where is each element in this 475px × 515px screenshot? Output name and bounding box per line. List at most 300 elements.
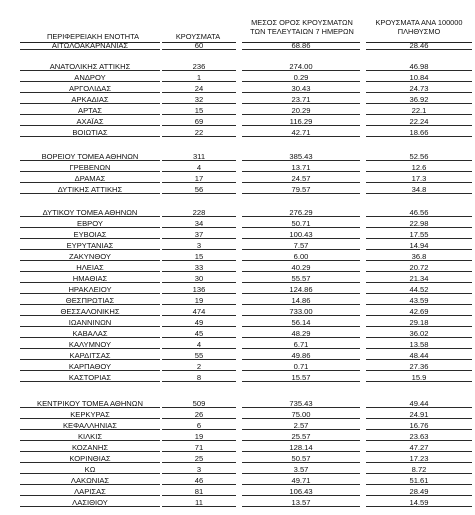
avg-7-days-cell: 25.57 bbox=[291, 432, 311, 441]
per-100000-cell: 15.9 bbox=[411, 373, 427, 382]
cell-underline bbox=[20, 92, 160, 93]
region-cell: ΕΥΡΥΤΑΝΙΑΣ bbox=[66, 241, 114, 250]
cases-cell: 1 bbox=[196, 73, 202, 82]
table-row bbox=[0, 476, 475, 485]
cell-underline bbox=[162, 193, 236, 194]
cell-underline bbox=[242, 216, 360, 217]
cell-underline bbox=[162, 418, 236, 419]
cell-underline bbox=[366, 103, 472, 104]
avg-7-days-cell: 75.00 bbox=[291, 410, 311, 419]
cell-underline bbox=[20, 337, 160, 338]
per-100000-cell: 36.92 bbox=[409, 95, 429, 104]
cell-underline bbox=[242, 484, 360, 485]
cell-underline bbox=[162, 70, 236, 71]
cell-underline bbox=[242, 495, 360, 496]
region-cell: ΕΥΒΟΙΑΣ bbox=[73, 230, 107, 239]
cell-underline bbox=[242, 381, 360, 382]
region-cell: ΗΡΑΚΛΕΙΟΥ bbox=[68, 285, 112, 294]
cell-underline bbox=[162, 249, 236, 250]
cell-underline bbox=[242, 249, 360, 250]
cell-underline bbox=[20, 70, 160, 71]
cell-underline bbox=[242, 326, 360, 327]
avg-7-days-cell: 100.43 bbox=[289, 230, 313, 239]
cell-underline bbox=[242, 462, 360, 463]
cell-underline bbox=[162, 440, 236, 441]
cell-underline bbox=[162, 359, 236, 360]
cases-cell: 8 bbox=[196, 373, 202, 382]
cell-underline bbox=[242, 70, 360, 71]
cell-underline bbox=[162, 484, 236, 485]
cell-underline bbox=[366, 506, 472, 507]
cell-underline bbox=[366, 315, 472, 316]
cell-underline bbox=[366, 125, 472, 126]
table-row bbox=[0, 106, 475, 115]
cell-underline bbox=[242, 114, 360, 115]
cell-underline bbox=[366, 495, 472, 496]
per-100000-cell: 18.66 bbox=[409, 128, 429, 137]
cell-underline bbox=[366, 451, 472, 452]
region-cell: ΛΑΚΩΝΙΑΣ bbox=[70, 476, 110, 485]
header-per-line1: ΚΡΟΥΣΜΑΤΑ ΑΝΑ 100000 bbox=[375, 18, 463, 27]
table-row bbox=[0, 73, 475, 82]
cases-cell: 509 bbox=[192, 399, 206, 408]
table-row bbox=[0, 128, 475, 137]
avg-7-days-cell: 13.57 bbox=[291, 498, 311, 507]
cases-cell: 11 bbox=[195, 498, 203, 507]
cell-underline bbox=[242, 103, 360, 104]
cell-underline bbox=[20, 114, 160, 115]
avg-7-days-cell: 24.57 bbox=[291, 174, 311, 183]
cell-underline bbox=[242, 193, 360, 194]
cell-underline bbox=[366, 484, 472, 485]
cell-underline bbox=[20, 282, 160, 283]
header-cases: ΚΡΟΥΣΜΑΤΑ bbox=[175, 32, 221, 41]
cell-underline bbox=[20, 451, 160, 452]
cell-underline bbox=[242, 407, 360, 408]
cell-underline bbox=[162, 315, 236, 316]
per-100000-cell: 22.1 bbox=[411, 106, 427, 115]
table-row bbox=[0, 443, 475, 452]
cell-underline bbox=[242, 125, 360, 126]
per-100000-cell: 52.56 bbox=[409, 152, 429, 161]
per-100000-cell: 44.52 bbox=[409, 285, 429, 294]
per-100000-cell: 16.76 bbox=[409, 421, 429, 430]
cell-underline bbox=[162, 293, 236, 294]
cell-underline bbox=[242, 348, 360, 349]
cell-underline bbox=[162, 260, 236, 261]
cell-underline bbox=[366, 70, 472, 71]
cell-underline bbox=[20, 171, 160, 172]
cell-underline bbox=[162, 407, 236, 408]
per-100000-cell: 27.36 bbox=[409, 362, 429, 371]
header-avg-7-days bbox=[242, 18, 362, 36]
region-cell: ΔΥΤΙΚΗΣ ΑΤΤΙΚΗΣ bbox=[57, 185, 123, 194]
cases-cell: 26 bbox=[194, 410, 204, 419]
table-row bbox=[0, 465, 475, 474]
cell-underline bbox=[162, 304, 236, 305]
table-row bbox=[0, 62, 475, 71]
avg-7-days-cell: 0.71 bbox=[293, 362, 309, 371]
table-row bbox=[0, 252, 475, 261]
region-cell: ΚΑΡΠΑΘΟΥ bbox=[68, 362, 112, 371]
cases-cell: 311 bbox=[192, 152, 206, 161]
avg-7-days-cell: 49.86 bbox=[291, 351, 311, 360]
region-cell: ΚΩ bbox=[84, 465, 96, 474]
region-cell: ΚΟΖΑΝΗΣ bbox=[71, 443, 109, 452]
per-100000-cell: 14.94 bbox=[409, 241, 429, 250]
cell-underline bbox=[366, 193, 472, 194]
table-row bbox=[0, 410, 475, 419]
cell-underline bbox=[242, 282, 360, 283]
cell-underline bbox=[242, 182, 360, 183]
table-row bbox=[0, 421, 475, 430]
per-100000-cell: 14.59 bbox=[409, 498, 429, 507]
per-100000-cell: 49.44 bbox=[409, 399, 429, 408]
table-row bbox=[0, 208, 475, 217]
cell-underline bbox=[162, 381, 236, 382]
cell-underline bbox=[242, 451, 360, 452]
table-row bbox=[0, 318, 475, 327]
avg-7-days-cell: 50.57 bbox=[291, 454, 311, 463]
cases-cell: 37 bbox=[194, 230, 204, 239]
cell-underline bbox=[366, 238, 472, 239]
table-row bbox=[0, 432, 475, 441]
avg-7-days-cell: 30.43 bbox=[291, 84, 311, 93]
cell-underline bbox=[20, 506, 160, 507]
avg-7-days-cell: 79.57 bbox=[291, 185, 311, 194]
cell-underline bbox=[162, 227, 236, 228]
cell-underline bbox=[366, 326, 472, 327]
cell-underline bbox=[242, 370, 360, 371]
per-100000-cell: 22.98 bbox=[409, 219, 429, 228]
region-cell: ΑΙΤΩΛΟΑΚΑΡΝΑΝΙΑΣ bbox=[51, 41, 129, 50]
cases-cell: 136 bbox=[192, 285, 206, 294]
cases-cell: 474 bbox=[192, 307, 206, 316]
avg-7-days-cell: 733.00 bbox=[289, 307, 313, 316]
cell-underline bbox=[20, 271, 160, 272]
avg-7-days-cell: 56.14 bbox=[291, 318, 311, 327]
cases-cell: 46 bbox=[194, 476, 204, 485]
region-cell: ΗΜΑΘΙΑΣ bbox=[72, 274, 108, 283]
cases-cell: 228 bbox=[192, 208, 206, 217]
region-cell: ΘΕΣΠΡΩΤΙΑΣ bbox=[65, 296, 115, 305]
avg-7-days-cell: 42.71 bbox=[291, 128, 311, 137]
table-row bbox=[0, 95, 475, 104]
cell-underline bbox=[20, 136, 160, 137]
cases-cell: 22 bbox=[194, 128, 204, 137]
cases-cell: 236 bbox=[192, 62, 206, 71]
cell-underline bbox=[366, 271, 472, 272]
cases-cell: 4 bbox=[196, 163, 202, 172]
per-100000-cell: 10.84 bbox=[409, 73, 429, 82]
cell-underline bbox=[162, 114, 236, 115]
avg-7-days-cell: 40.29 bbox=[291, 263, 311, 272]
cell-underline bbox=[162, 125, 236, 126]
table-row bbox=[0, 399, 475, 408]
cell-underline bbox=[242, 260, 360, 261]
header-avg-line2: ΤΩΝ ΤΕΛΕΥΤΑΙΩΝ 7 ΗΜΕΡΩΝ bbox=[250, 27, 354, 36]
cell-underline bbox=[242, 171, 360, 172]
cell-underline bbox=[366, 216, 472, 217]
cases-cell: 32 bbox=[194, 95, 204, 104]
table-row bbox=[0, 185, 475, 194]
table-row bbox=[0, 84, 475, 93]
cell-underline bbox=[20, 359, 160, 360]
cell-underline bbox=[366, 260, 472, 261]
cell-underline bbox=[242, 473, 360, 474]
table-row bbox=[0, 329, 475, 338]
table-row bbox=[0, 362, 475, 371]
cell-underline bbox=[366, 429, 472, 430]
cell-underline bbox=[162, 271, 236, 272]
region-cell: ΓΡΕΒΕΝΩΝ bbox=[69, 163, 111, 172]
region-cell: ΕΒΡΟΥ bbox=[77, 219, 103, 228]
cell-underline bbox=[242, 359, 360, 360]
table-row bbox=[0, 373, 475, 382]
region-cell: ΙΩΑΝΝΙΝΩΝ bbox=[68, 318, 112, 327]
region-cell: ΚΕΦΑΛΛΗΝΙΑΣ bbox=[62, 421, 118, 430]
cell-underline bbox=[366, 418, 472, 419]
region-cell: ΘΕΣΣΑΛΟΝΙΚΗΣ bbox=[60, 307, 120, 316]
avg-7-days-cell: 385.43 bbox=[289, 152, 313, 161]
per-100000-cell: 12.6 bbox=[411, 163, 427, 172]
region-cell: ΔΡΑΜΑΣ bbox=[74, 174, 106, 183]
header-region: ΠΕΡΙΦΕΡΕΙΑΚΗ ΕΝΟΤΗΤΑ bbox=[47, 32, 139, 41]
avg-7-days-cell: 49.71 bbox=[291, 476, 311, 485]
cell-underline bbox=[366, 381, 472, 382]
cell-underline bbox=[366, 171, 472, 172]
avg-7-days-cell: 20.29 bbox=[291, 106, 311, 115]
per-100000-cell: 23.63 bbox=[409, 432, 429, 441]
per-100000-cell: 42.69 bbox=[409, 307, 429, 316]
cell-underline bbox=[162, 506, 236, 507]
cell-underline bbox=[366, 81, 472, 82]
region-cell: ΑΝΔΡΟΥ bbox=[74, 73, 106, 82]
cell-underline bbox=[20, 440, 160, 441]
per-100000-cell: 17.3 bbox=[411, 174, 427, 183]
cell-underline bbox=[20, 81, 160, 82]
cases-cell: 45 bbox=[194, 329, 204, 338]
avg-7-days-cell: 116.29 bbox=[289, 117, 313, 126]
cell-underline bbox=[20, 160, 160, 161]
cell-underline bbox=[242, 160, 360, 161]
cell-underline bbox=[366, 160, 472, 161]
cell-underline bbox=[242, 429, 360, 430]
per-100000-cell: 34.8 bbox=[411, 185, 427, 194]
per-100000-cell: 36.8 bbox=[411, 252, 427, 261]
cases-cell: 56 bbox=[194, 185, 204, 194]
table-row bbox=[0, 163, 475, 172]
cell-underline bbox=[20, 125, 160, 126]
cell-underline bbox=[242, 92, 360, 93]
region-cell: ΑΡΓΟΛΙΔΑΣ bbox=[68, 84, 112, 93]
cell-underline bbox=[20, 103, 160, 104]
cell-underline bbox=[20, 473, 160, 474]
avg-7-days-cell: 55.57 bbox=[291, 274, 311, 283]
cell-underline bbox=[20, 249, 160, 250]
cell-underline bbox=[366, 182, 472, 183]
cell-underline bbox=[366, 136, 472, 137]
cell-underline bbox=[20, 293, 160, 294]
cell-underline bbox=[162, 182, 236, 183]
table-row bbox=[0, 230, 475, 239]
avg-7-days-cell: 3.57 bbox=[293, 465, 309, 474]
region-cell: ΚΟΡΙΝΘΙΑΣ bbox=[69, 454, 111, 463]
per-100000-cell: 13.58 bbox=[409, 340, 429, 349]
table-row bbox=[0, 263, 475, 272]
cases-cell: 15 bbox=[194, 106, 204, 115]
cell-underline bbox=[366, 92, 472, 93]
cell-underline bbox=[162, 238, 236, 239]
cell-underline bbox=[366, 370, 472, 371]
avg-7-days-cell: 735.43 bbox=[289, 399, 313, 408]
cell-underline bbox=[162, 81, 236, 82]
cases-cell: 81 bbox=[194, 487, 204, 496]
cell-underline bbox=[20, 227, 160, 228]
avg-7-days-cell: 128.14 bbox=[289, 443, 313, 452]
per-100000-cell: 24.91 bbox=[409, 410, 429, 419]
cell-underline bbox=[162, 103, 236, 104]
cell-underline bbox=[20, 484, 160, 485]
region-cell: ΚΑΣΤΟΡΙΑΣ bbox=[68, 373, 112, 382]
cell-underline bbox=[20, 49, 160, 50]
avg-7-days-cell: 274.00 bbox=[289, 62, 313, 71]
per-100000-cell: 28.49 bbox=[409, 487, 429, 496]
region-cell: ΑΧΑΪΑΣ bbox=[76, 117, 104, 126]
cell-underline bbox=[162, 495, 236, 496]
table-row bbox=[0, 340, 475, 349]
region-cell: ΚΕΡΚΥΡΑΣ bbox=[70, 410, 110, 419]
cell-underline bbox=[20, 495, 160, 496]
avg-7-days-cell: 23.71 bbox=[291, 95, 311, 104]
cell-underline bbox=[366, 462, 472, 463]
per-100000-cell: 28.46 bbox=[409, 41, 429, 50]
cell-underline bbox=[162, 337, 236, 338]
avg-7-days-cell: 68.86 bbox=[291, 41, 311, 50]
cell-underline bbox=[366, 293, 472, 294]
cell-underline bbox=[366, 440, 472, 441]
region-cell: ΚΙΛΚΙΣ bbox=[77, 432, 103, 441]
cell-underline bbox=[366, 49, 472, 50]
cell-underline bbox=[242, 418, 360, 419]
cases-cell: 55 bbox=[194, 351, 204, 360]
cases-cell: 34 bbox=[194, 219, 204, 228]
cell-underline bbox=[242, 238, 360, 239]
table-row bbox=[0, 174, 475, 183]
region-cell: ΖΑΚΥΝΘΟΥ bbox=[69, 252, 111, 261]
cell-underline bbox=[242, 315, 360, 316]
per-100000-cell: 51.61 bbox=[409, 476, 429, 485]
cell-underline bbox=[20, 260, 160, 261]
cell-underline bbox=[20, 193, 160, 194]
cell-underline bbox=[242, 136, 360, 137]
cell-underline bbox=[366, 282, 472, 283]
cases-cell: 19 bbox=[194, 296, 204, 305]
cell-underline bbox=[20, 326, 160, 327]
per-100000-cell: 29.18 bbox=[409, 318, 429, 327]
header-avg-line1: ΜΕΣΟΣ ΟΡΟΣ ΚΡΟΥΣΜΑΤΩΝ bbox=[251, 18, 353, 27]
cell-underline bbox=[20, 216, 160, 217]
avg-7-days-cell: 7.57 bbox=[293, 241, 309, 250]
cell-underline bbox=[242, 227, 360, 228]
per-100000-cell: 46.98 bbox=[409, 62, 429, 71]
table-row bbox=[0, 498, 475, 507]
table-row bbox=[0, 296, 475, 305]
cell-underline bbox=[20, 304, 160, 305]
cell-underline bbox=[162, 370, 236, 371]
region-cell: ΚΑΡΔΙΤΣΑΣ bbox=[69, 351, 111, 360]
avg-7-days-cell: 48.29 bbox=[291, 329, 311, 338]
cell-underline bbox=[162, 136, 236, 137]
cell-underline bbox=[162, 473, 236, 474]
region-cell: ΚΑΛΥΜΝΟΥ bbox=[68, 340, 112, 349]
cases-cell: 3 bbox=[196, 241, 202, 250]
cases-cell: 24 bbox=[194, 84, 204, 93]
cases-cell: 4 bbox=[196, 340, 202, 349]
region-cell: ΔΥΤΙΚΟΥ ΤΟΜΕΑ ΑΘΗΝΩΝ bbox=[42, 208, 138, 217]
cell-underline bbox=[162, 160, 236, 161]
cell-underline bbox=[366, 249, 472, 250]
cell-underline bbox=[162, 216, 236, 217]
cell-underline bbox=[20, 315, 160, 316]
region-cell: ΛΑΣΙΘΙΟΥ bbox=[72, 498, 108, 507]
cell-underline bbox=[162, 92, 236, 93]
cell-underline bbox=[20, 238, 160, 239]
cell-underline bbox=[242, 81, 360, 82]
table-row bbox=[0, 285, 475, 294]
region-cell: ΚΑΒΑΛΑΣ bbox=[72, 329, 108, 338]
table-row bbox=[0, 454, 475, 463]
table-row bbox=[0, 487, 475, 496]
cell-underline bbox=[242, 304, 360, 305]
cell-underline bbox=[366, 114, 472, 115]
cell-underline bbox=[162, 326, 236, 327]
region-cell: ΑΝΑΤΟΛΙΚΗΣ ΑΤΤΙΚΗΣ bbox=[49, 62, 131, 71]
cases-cell: 19 bbox=[194, 432, 204, 441]
region-cell: ΒΟΙΩΤΙΑΣ bbox=[72, 128, 108, 137]
cell-underline bbox=[162, 451, 236, 452]
region-cell: ΒΟΡΕΙΟΥ ΤΟΜΕΑ ΑΘΗΝΩΝ bbox=[41, 152, 139, 161]
cases-cell: 33 bbox=[194, 263, 204, 272]
cell-underline bbox=[20, 182, 160, 183]
cell-underline bbox=[366, 348, 472, 349]
cell-underline bbox=[366, 473, 472, 474]
region-cell: ΗΛΕΙΑΣ bbox=[76, 263, 104, 272]
per-100000-cell: 46.56 bbox=[409, 208, 429, 217]
cases-cell: 49 bbox=[194, 318, 204, 327]
cases-cell: 71 bbox=[194, 443, 204, 452]
avg-7-days-cell: 6.71 bbox=[293, 340, 309, 349]
cases-cell: 69 bbox=[194, 117, 204, 126]
per-100000-cell: 8.72 bbox=[411, 465, 427, 474]
cell-underline bbox=[242, 293, 360, 294]
per-100000-cell: 48.44 bbox=[409, 351, 429, 360]
cell-underline bbox=[242, 506, 360, 507]
table-row bbox=[0, 307, 475, 316]
cell-underline bbox=[242, 440, 360, 441]
cell-underline bbox=[20, 462, 160, 463]
region-cell: ΚΕΝΤΡΙΚΟΥ ΤΟΜΕΑ ΑΘΗΝΩΝ bbox=[37, 399, 143, 408]
avg-7-days-cell: 15.57 bbox=[291, 373, 311, 382]
cell-underline bbox=[162, 171, 236, 172]
table-row bbox=[0, 152, 475, 161]
avg-7-days-cell: 124.86 bbox=[289, 285, 313, 294]
cell-underline bbox=[162, 429, 236, 430]
avg-7-days-cell: 2.57 bbox=[293, 421, 309, 430]
cases-cell: 17 bbox=[194, 174, 204, 183]
cell-underline bbox=[242, 337, 360, 338]
per-100000-cell: 24.73 bbox=[409, 84, 429, 93]
